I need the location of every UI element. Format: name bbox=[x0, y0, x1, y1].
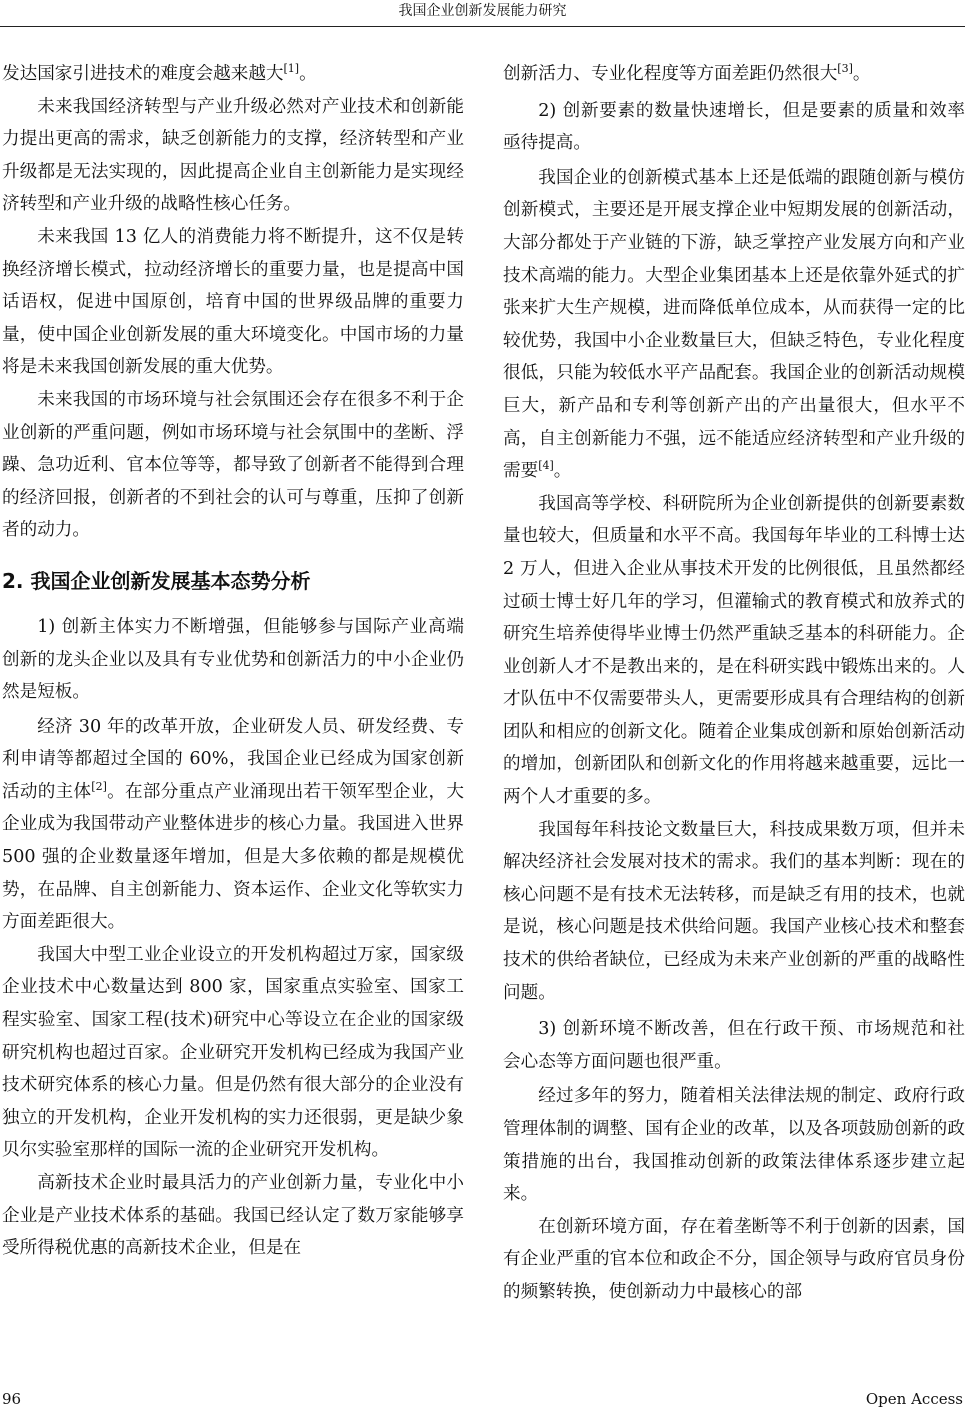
paragraph: 我国大中型工业企业设立的开发机构超过万家，国家级企业技术中心数量达到 800 家，国家重点实验室、国家工程实验室、国家工程(技术)研究中心等设立在企业的国家级研究机构也超过百家。企业研究开发机构已经成为我国产业技术研究体系的核心力量。但是仍然有很大部分的企业没有独立的开发机构，企业开发机构的实力还很弱，更是缺少象贝尔实验室那样的国际一流的企业研究开发机构。 bbox=[2, 944, 464, 1161]
paragraph-tail: 。 bbox=[299, 64, 317, 84]
numbered-point: 3) 创新环境不断改善，但在行政干预、市场规范和社会心态等方面问题也很严重。 bbox=[503, 1019, 965, 1072]
numbered-point: 1) 创新主体实力不断增强，但能够参与国际产业高端创新的龙头企业以及具有专业优势和创新活力的中小企业仍然是短板。 bbox=[2, 616, 464, 703]
citation-ref: [2] bbox=[91, 779, 107, 793]
running-header: 我国企业创新发展能力研究 bbox=[398, 3, 567, 19]
paragraph-tail: 。在部分重点产业涌现出若干领军型企业，大企业成为我国带动产业整体进步的核心力量。我国进入世界 500 强的企业数量逐年增加，但是大多依赖的都是规模优势，在品牌、自主创新能力、资本运作、企业文化等软实力方面差距很大。 bbox=[2, 781, 464, 933]
paragraph: 在创新环境方面，存在着垄断等不利于创新的因素，国有企业严重的官本位和政企不分，国企领导与政府官员身份的频繁转换，使创新动力中最核心的部 bbox=[503, 1216, 965, 1302]
paragraph: 未来我国经济转型与产业升级必然对产业技术和创新能力提出更高的需求，缺乏创新能力的支撑，经济转型和产业升级都是无法实现的，因此提高企业自主创新能力是实现经济转型和产业升级的战略性核心任务。 bbox=[2, 96, 464, 215]
paragraph: 我国每年科技论文数量巨大，科技成果数万项，但并未解决经济社会发展对技术的需求。我们的基本判断：现在的核心问题不是有技术无法转移，而是缺乏有用的技术，也就是说，核心问题是技术供给问题。我国产业核心技术和整套技术的供给者缺位，已经成为未来产业创新的严重的战略性问题。 bbox=[503, 819, 965, 1003]
paragraph-text: 我国企业的创新模式基本上还是低端的跟随创新与模仿创新模式，主要还是开展支撑企业中短期发展的创新活动，大部分都处于产业链的下游，缺乏掌控产业发展方向和产业技术高端的能力。大型企业集团基本上还是依靠外延式的扩张来扩大生产规模，进而降低单位成本，从而获得一定的比较优势，我国中小企业数量巨大，但缺乏特色，专业化程度很低，只能为较低水平产品配套。我国企业的创新活动规模巨大，新产品和专利等创新产出的产出量很大，但水平不高，自主创新能力不强，远不能适应经济转型和产业升级的需要 bbox=[503, 167, 965, 482]
paragraph: 经过多年的努力，随着相关法律法规的制定、政府行政管理体制的调整、国有企业的改革，以及各项鼓励创新的政策措施的出台，我国推动创新的政策法律体系逐步建立起来。 bbox=[503, 1086, 965, 1205]
paragraph: 高新技术企业时最具活力的产业创新力量，专业化中小企业是产业技术体系的基础。我国已经认定了数万家能够享受所得税优惠的高新技术企业，但是在 bbox=[2, 1173, 464, 1259]
paragraph: 未来我国 13 亿人的消费能力将不断提升，这不仅是转换经济增长模式，拉动经济增长的重要力量，也是提高中国话语权，促进中国原创，培育中国的世界级品牌的重要力量，使中国企业创新发展的重大环境变化。中国市场的力量将是未来我国创新发展的重大优势。 bbox=[2, 226, 464, 378]
paragraph bbox=[503, 162, 965, 488]
numbered-point: 2) 创新要素的数量快速增长，但是要素的质量和效率亟待提高。 bbox=[503, 100, 965, 154]
right-column bbox=[503, 58, 965, 1309]
paragraph bbox=[503, 58, 965, 91]
paragraph-text: 发达国家引进技术的难度会越来越大 bbox=[2, 64, 284, 84]
paragraph-tail: 。 bbox=[852, 64, 871, 84]
paragraph: 我国高等学校、科研院所为企业创新提供的创新要素数量也较大，但质量和水平不高。我国每年毕业的工科博士达 2 万人，但进入企业从事技术开发的比例很低，且虽然都经过硕士博士好几年的学习，但灌输式的教育模式和放养式的研究生培养使得毕业博士仍然严重缺乏基本的科研能力。企业创新人才不是教出来的，是在科研实践中锻炼出来的。人才队伍中不仅需要带头人，更需要形成具有合理结构的创新团队和相应的创新文化。随着企业集成创新和原始创新活动的增加，创新团队和创新文化的作用将越来越重要，远比一两个人才重要的多。 bbox=[503, 493, 965, 808]
citation-ref: [4] bbox=[538, 459, 554, 473]
header-rule bbox=[0, 26, 965, 27]
paragraph-text: 创新活力、专业化程度等方面差距仍然很大 bbox=[503, 64, 838, 84]
page-number: 96 bbox=[2, 1390, 22, 1408]
paragraph bbox=[2, 711, 464, 939]
paragraph-text: 经济 30 年的改革开放，企业研发人员、研发经费、专利申请等都超过全国的 60%，我国企业已经成为国家创新活动的主体 bbox=[2, 716, 464, 802]
section-heading: 2. 我国企业创新发展基本态势分析 bbox=[2, 568, 311, 593]
paragraph: 未来我国的市场环境与社会氛围还会存在很多不利于企业创新的严重问题，例如市场环境与社会氛围中的垄断、浮躁、急功近利、官本位等等，都导致了创新者不能得到合理的经济回报，创新者的不到社会的认可与尊重，压抑了创新者的动力。 bbox=[2, 389, 464, 541]
paragraph bbox=[2, 58, 464, 91]
journal-footer: Open Access bbox=[865, 1390, 963, 1408]
left-column bbox=[2, 58, 464, 1265]
paragraph-tail: 。 bbox=[553, 461, 572, 482]
citation-ref: [3] bbox=[837, 62, 853, 75]
citation-ref: [1] bbox=[283, 62, 300, 75]
